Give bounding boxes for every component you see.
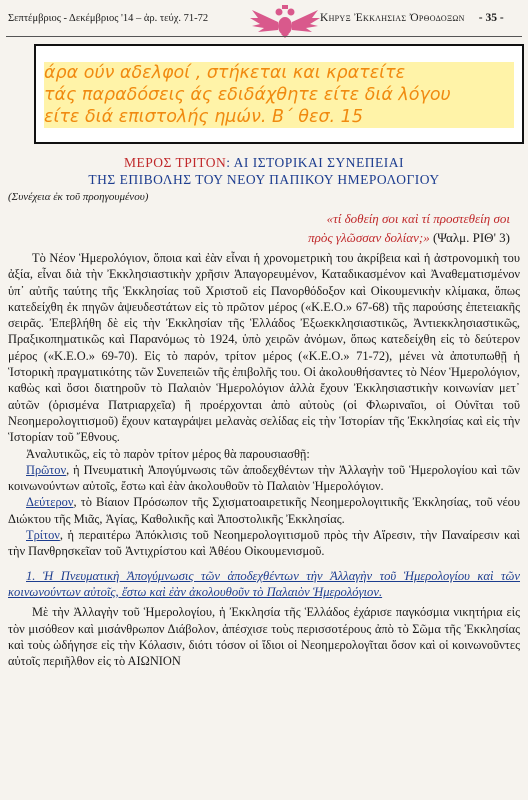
quote-line: τάς παραδόσεις άς εδιδάχθητε είτε διά λόγου bbox=[44, 84, 514, 106]
list-item: Πρῶτον, ἡ Πνευματικὴ Ἀπογύμνωσις τῶν ἀποδεχθέντων τὴν Ἀλλαγὴν τοῦ Ἡμερολογίου καὶ τῶν κοινωνούντων αὐτοῖς, ἔστω καὶ ἐὰν ἀκολουθοῦν τὸ Παλαιὸν Ἡμερολόγιον. bbox=[8, 462, 520, 494]
third-label: Τρίτον bbox=[26, 528, 60, 543]
list-item: Τρίτον, ἡ περαιτέρω Ἀπόκλισις τοῦ Νεοημερολογιτισμοῦ πρὸς τὴν Αἵρεσιν, τὴν Παναίρεσιν καὶ τὴν Πανθρησκεῖαν τοῦ Ἀντιχρίστου καὶ Ἀθέου Οἰκουμενισμοῦ. bbox=[8, 528, 520, 559]
epigraph bbox=[210, 209, 510, 247]
part-label: ΜΕΡΟΣ ΤΡΙΤΟΝ bbox=[123, 155, 227, 170]
title-line-2: ΤΗΣ ΕΠΙΒΟΛΗΣ ΤΟΥ ΝΕΟΥ ΠΑΠΙΚΟΥ ΗΜΕΡΟΛΟΓΙΟΥ bbox=[88, 172, 440, 187]
quote-line: είτε διά επιστολής ημών. Β΄ θεσ. 15 bbox=[44, 106, 514, 128]
double-headed-eagle-emblem bbox=[248, 4, 322, 38]
list-item: Δεύτερον, τὸ Βίαιον Πρόσωπον τῆς Σχισματοαιρετικῆς Νεοημερολογιτικῆς Ἐκκλησίας, τοῦ νέου Διώκτου τῆς Μιᾶς, Ἁγίας, Καθολικῆς καὶ Ἀποστολικῆς Ἐκκλησίας. bbox=[8, 495, 520, 526]
second-label: Δεύτερον bbox=[26, 495, 74, 510]
continued-note: (Συνέχεια ἐκ τοῦ προηγουμένου) bbox=[8, 191, 149, 203]
article-body bbox=[8, 250, 520, 669]
journal-title: Κηρυξ Ἐκκλησιας Ὀρθοδοξων - 35 - bbox=[320, 12, 504, 24]
section-title bbox=[0, 154, 528, 188]
scripture-quote bbox=[44, 62, 514, 128]
epigraph-line: «τί δοθείη σοι καὶ τί προστεθείη σοι bbox=[326, 211, 510, 226]
first-label: Πρῶτον bbox=[26, 462, 67, 477]
header-rule bbox=[6, 36, 522, 37]
paragraph: Τὸ Νέον Ἡμερολόγιον, ὅποια καὶ ἐὰν εἶναι ἡ χρονομετρικὴ του ἀκρίβεια καὶ ἡ ἀστρονομικὴ του ἀξία, εἶναι διὰ τὴν Ἐκκλησιαστικὴν χρῆσιν Ἀπαγορευμένον, Καταδικασμένον καὶ Ἀναθεματισμένον ὑπ᾽ αὐτῆς ταύτης τῆς Ἐκκλησίας τοῦ Χριστοῦ εἰς Πανορθόδοξον καὶ Οἰκουμενικὴν κλίμακα, ὅπως κατεδείχθη ἐκ πηγῶν ἀψευδεστάτων εἰς τὸ πρῶτον μέρος («Κ.Ε.Ο.» 67-68) τῆς παρούσης ἐπετειακῆς σειρᾶς. Ἐπεβλήθη δὲ εἰς τὴν Ἐκκλησίαν τῆς Ἑλλάδος Ἐξωεκκλησιαστικῶς, Ἀντιεκκλησιαστικῶς, Πραξικοπηματικῶς καὶ Παρανόμως τὸ 1924, ὑπὸ χειρῶν ἀνόμων, ὅπως κατεδείχθη εἰς τὸ δεύτερον μέρος («Κ.Ε.Ο.» 69-70). Εἰς τὸ παρόν, τρίτον μέρος («Κ.Ε.Ο.» 71-72), μένει νὰ ἀποτυπωθῇ ἡ Ἱστορικὴ πραγματικότης τῶν Συνεπειῶν τῆς ἐπιβολῆς του. Οἱ ἀκολουθήσαντες τὸ Νέον Ἡμερολόγιον, καθὼς καὶ ὅσοι διατηροῦν τὸ Παλαιὸν Ἡμερολόγιον ἀλλὰ ἔχουν Ἐκκλησιαστικὴν κοινωνίαν μετ᾽ αὐτῶν (ὁρισμένα Πατριαρχεῖα) ἢ προέρχονται ἀπὸ αὐτοὺς (οἱ Φλωριναῖοι, οἱ Οὐνῖται τοῦ Νεοημερολογιτισμοῦ) ἔχουν καταγράψει μελανὰς σελίδας εἰς τὴν Ἱστορίαν τῆς Ἐκκλησίας καὶ εἰς τὴν Ἱστορίαν τοῦ Ἔθνους. bbox=[8, 251, 520, 445]
epigraph-reference: (Ψαλμ. ΡΙΘ' 3) bbox=[432, 230, 510, 245]
paragraph: Ἀναλυτικῶς, εἰς τὸ παρὸν τρίτον μέρος θὰ παρουσιασθῇ: bbox=[26, 446, 310, 461]
page-header bbox=[0, 0, 528, 44]
page-number: - 35 - bbox=[478, 12, 504, 24]
sub-heading: 1. Ἡ Πνευματικὴ Ἀπογύμνωσις τῶν ἀποδεχθέντων τὴν Ἀλλαγὴν τοῦ Ἡμερολογίου καὶ τῶν κοινωνούντων αὐτοῖς, ἔστω καὶ ἐὰν ἀκολουθοῦν τὸ Παλαιὸν Ἡμερολόγιον. bbox=[8, 568, 520, 599]
issue-info: Σεπτέμβριος - Δεκέμβριος '14 – ἀρ. τεύχ. 71-72 bbox=[8, 13, 209, 24]
title-line-1: : ΑΙ ΙΣΤΟΡΙΚΑΙ ΣΥΝΕΠΕΙΑΙ bbox=[226, 155, 405, 170]
epigraph-line: πρὸς γλῶσσαν δολίαν;» bbox=[308, 230, 430, 245]
paragraph: Μὲ τὴν Ἀλλαγὴν τοῦ Ἡμερολογίου, ἡ Ἐκκλησία τῆς Ἑλλάδος ἐχάρισε παγκόσμια νικητήρια εἰς τὸν μισόθεον καὶ μισάνθρωπον Διάβολον, ἀπέσχισε τοὺς περισσοτέρους ἀπὸ τὸ Σῶμα τῆς Ἐκκλησίας καὶ τοὺς ὡδήγησε εἰς τὴν Κόλασιν, διότι τόσον οἱ ἴδιοι οἱ Νεοημερολογῖται ὅσον καὶ οἱ κοινωνοῦντες αὐτοῖς περιῆλθον εἰς τὸ ΑΙΩΝΙΟΝ bbox=[8, 605, 520, 669]
quote-line: άρα ούν αδελφοί , στήκεται και κρατείτε bbox=[44, 62, 514, 84]
